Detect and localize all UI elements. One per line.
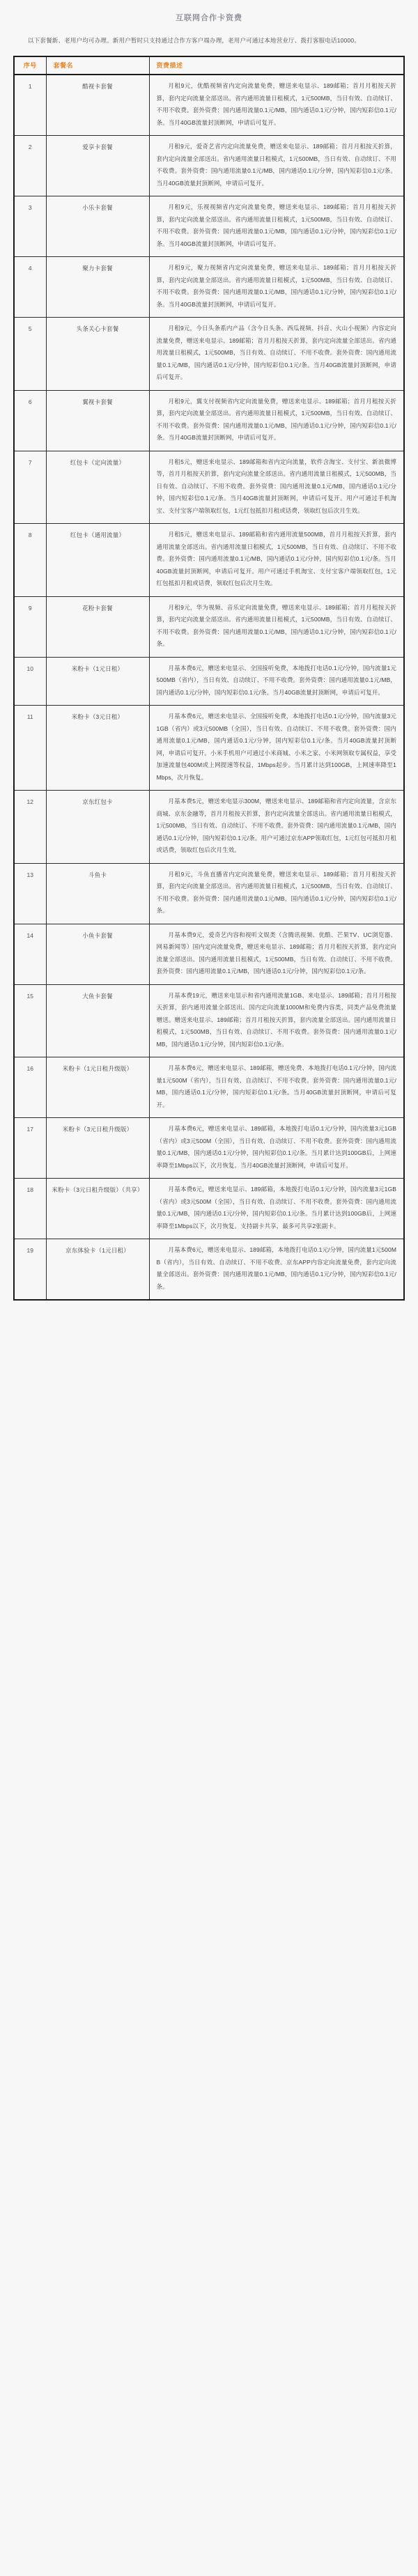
package-description-cell: 月租5元，赠送来电显示、189邮箱和省内定向流量，软件含淘宝、支付宝、新浪微博等，首月月租按天折算，套内定向流量全部送出。省内通用流量日租模式，1元500MB，当日有效、自动续订、不用不收费。套外资费：国内通用流量0.1元/MB，国内通话0.1元/分钟，国内短彩信0.1元/条。当月40GB流量封顶断网，申请后可复开。用户可通过手机淘宝、支付宝客户端领取红包，1元红包抵扣月租或话费，领取红包后次月生效。 [149,451,404,524]
column-header-no: 序号 [14,56,46,75]
package-name-cell: 红包卡（通用流量） [46,524,149,597]
package-description-cell: 月租9元，优酷视频省内定向流量免费，赠送来电显示、189邮箱；首月月租按天折算，套内定向流量全部送出。省内通用流量日租模式，1元500MB，当日有效、自动续订、不用不收费。套外资费：国内通用流量0.1元/MB，国内通话0.1元/分钟，国内短彩信0.1元/条。当月40GB流量封顶断网，申请后可复开。 [149,75,404,136]
package-description-cell: 月基本费6元，赠送来电显示、189邮箱，本地拨打电话0.1元/分钟，国内流量3元1GB（省内）或3元500M（全国），当日有效、自动续订、不用不收费。套外资费：国内通用流量0.1元/MB，国内通话0.1元/分钟，国内短彩信0.1元/条。当月累计达到100GB后，上网速率降至1Mbps以下，次月恢复。当月40GB流量封顶断网，申请后可复开。 [149,1118,404,1179]
package-name-cell: 翼视卡套餐 [46,390,149,451]
package-description-cell: 月租9元，斗鱼直播省内定向流量免费，赠送来电显示、189邮箱；首月月租按天折算，套内定向流量全部送出。省内通用流量日租模式，1元500MB，当日有效、自动续订、不用不收费。套外资费：国内通用流量0.1元/MB，国内通话0.1元/分钟，国内短彩信0.1元/条。 [149,863,404,924]
package-name-cell: 米粉卡（3元日租升级版）（共享） [46,1179,149,1239]
column-header-desc: 资费描述 [149,56,404,75]
package-description-cell: 月基本费6元，赠送来电显示、189邮箱，赠送免费、本地拨打电话0.1元/分钟，国内流量1元500M（省内），当日有效、自动续订、不用不收费。套外资费：国内通用流量0.1元/MB，国内通话0.1元/分钟，国内短彩信0.1元/条。当月40GB流量封顶断网，申请后可复开。 [149,1057,404,1118]
package-name-cell: 大鱼卡套餐 [46,984,149,1057]
row-index-cell: 4 [14,257,46,318]
row-index-cell: 10 [14,657,46,706]
table-row [14,657,404,706]
package-name-cell: 红包卡（定向流量） [46,451,149,524]
package-description-cell: 月基本费5元，赠送来电显示300M，赠送来电显示、189邮箱和省内定向流量，含京东商城、京东金融等，首月月租按天折算，套内定向流量全部送出。省内通用流量日租模式，1元500MB，当日有效、自动续订、不用不收费。套外资费：国内通用流量0.1元/MB，国内通话0.1元/分钟，国内短彩信0.1元/条。用户可通过京东APP领取红包，1元红包可抵扣月租或话费，领取红包后次月生效。 [149,791,404,864]
row-index-cell: 5 [14,318,46,391]
row-index-cell: 11 [14,706,46,791]
package-description-cell: 月基本费19元，赠送来电显示和省内通用流量1GB、来电显示、189邮箱；首月月租按天折算，套内通用流量全部送出。国内定向流量1000M和免费内容类，同类产品免费流量赠送。赠送来电显示、189邮箱；首月月租按天折算，套内流量全部送出。国内通用流量日租模式，1元500MB，当日有效、自动续订、不用不收费。套外资费：国内通用流量0.1元/MB，国内通话0.1元/分钟，国内短彩信0.1元/条。 [149,984,404,1057]
row-index-cell: 12 [14,791,46,864]
table-header-row [14,56,404,75]
table-row [14,706,404,791]
package-name-cell: 花粉卡套餐 [46,596,149,657]
row-index-cell: 2 [14,136,46,196]
table-row [14,1057,404,1118]
package-description-cell: 月基本费9元，爱奇艺内容和视听文娱类（含腾讯视频、优酷、芒果TV、UC浏览器、网易新闻等）国内定向流量免费，赠送来电显示、189邮箱；首月月租按天折算，套内定向流量全部送出。国内通用流量日租模式，1元500MB，当日有效、自动续订、不用不收费。套外资费：国内通用流量0.1元/MB，国内通话0.1元/分钟，国内短彩信0.1元/条。 [149,924,404,984]
table-row [14,451,404,524]
package-name-cell: 聚力卡套餐 [46,257,149,318]
package-description-cell: 月基本费6元，赠送来电显示、189邮箱，本地拨打电话0.1元/分钟，国内流量3元1GB（省内）或3元500M（全国），当日有效、自动续订、不用不收费。套外资费：国内通用流量0.1元/MB，国内通话0.1元/分钟，国内短彩信0.1元/条。当月累计达到100GB后，上网速率降至1Mbps以下，次月恢复。支持副卡共享，最多可共享2张副卡。 [149,1179,404,1239]
table-row [14,136,404,196]
table-row [14,1239,404,1301]
table-row [14,596,404,657]
package-name-cell: 爱享卡套餐 [46,136,149,196]
page-title: 互联网合作卡资费 [176,14,242,22]
table-row [14,524,404,597]
package-description-cell: 月租5元，赠送来电显示、189邮箱和省内通用流量500MB，首月月租按天折算，套内通用流量全部送出。省内通用流量日租模式，1元500MB，当日有效、自动续订、不用不收费。套外资费：国内通用流量0.1元/MB，国内通话0.1元/分钟，国内短彩信0.1元/条。当月40GB流量封顶断网，申请后可复开。用户可通过手机淘宝、支付宝客户端领取红包，1元红包抵扣月租或话费，领取红包后次月生效。 [149,524,404,597]
table-row [14,791,404,864]
row-index-cell: 17 [14,1118,46,1179]
row-index-cell: 7 [14,451,46,524]
row-index-cell: 8 [14,524,46,597]
table-row [14,984,404,1057]
row-index-cell: 15 [14,984,46,1057]
package-name-cell: 米粉卡（1元日租） [46,657,149,706]
row-index-cell: 3 [14,196,46,257]
package-name-cell: 米粉卡（3元日租） [46,706,149,791]
package-name-cell: 京东红包卡 [46,791,149,864]
package-name-cell: 京东体验卡（1元日租） [46,1239,149,1301]
package-description-cell: 月租9元，乐视视频省内定向流量免费，赠送来电显示、189邮箱；首月月租按天折算，套内定向流量全部送出。省内通用流量日租模式，1元500MB，当日有效、自动续订、不用不收费。套外资费：国内通用流量0.1元/MB，国内通话0.1元/分钟，国内短彩信0.1元/条。当月40GB流量封顶断网，申请后可复开。 [149,196,404,257]
table-row [14,257,404,318]
row-index-cell: 1 [14,75,46,136]
tariff-table [13,56,405,1301]
row-index-cell: 9 [14,596,46,657]
package-description-cell: 月基本费6元，赠送来电显示、全国接听免费，本地拨打电话0.1元/分钟，国内流量1元500MB（省内），当日有效、自动续订、不用不收费。套外资费：国内通用流量0.1元/MB，国内通话0.1元/分钟，国内短彩信0.1元/条。当月40GB流量封顶断网，申请后可复开。 [149,657,404,706]
row-index-cell: 6 [14,390,46,451]
table-row [14,863,404,924]
package-name-cell: 米粉卡（1元日租升级版） [46,1057,149,1118]
row-index-cell: 13 [14,863,46,924]
row-index-cell: 19 [14,1239,46,1301]
package-name-cell: 小鱼卡套餐 [46,924,149,984]
package-name-cell: 米粉卡（3元日租升级版） [46,1118,149,1179]
package-description-cell: 月租9元，华为视频、音乐定向流量免费，赠送来电显示、189邮箱；首月月租按天折算，套内定向流量全部送出。省内通用流量日租模式，1元500MB，当日有效、自动续订、不用不收费。套外资费：国内通用流量0.1元/MB，国内通话0.1元/分钟，国内短彩信0.1元/条。 [149,596,404,657]
intro-paragraph: 以下套餐新、老用户均可办理。新用户暂时只支持通过合作方客户端办理，老用户可通过本地营业厅、拨打客服电话10000。 [28,37,361,44]
table-body [14,75,404,1300]
column-header-name: 套餐名 [46,56,149,75]
package-name-cell: 小乐卡套餐 [46,196,149,257]
package-description-cell: 月租9元，聚力视频省内定向流量免费，赠送来电显示、189邮箱；首月月租按天折算，套内定向流量全部送出。省内通用流量日租模式，1元500MB，当日有效、自动续订、不用不收费。套外资费：国内通用流量0.1元/MB，国内通话0.1元/分钟，国内短彩信0.1元/条。当月40GB流量封顶断网，申请后可复开。 [149,257,404,318]
package-description-cell: 月租9元，今日头条系内产品（含今日头条、西瓜视频、抖音、火山小视频）内容定向流量免费，赠送来电显示、189邮箱；首月月租按天折算，套内定向流量全部送出。省内通用流量日租模式，1元500MB，当日有效、自动续订、不用不收费。套外资费：国内通用流量0.1元/MB，国内通话0.1元/分钟，国内短彩信0.1元/条。当月40GB流量封顶断网，申请后可复开。 [149,318,404,391]
package-name-cell: 头条关心卡套餐 [46,318,149,391]
row-index-cell: 16 [14,1057,46,1118]
table-row [14,390,404,451]
table-row [14,1118,404,1179]
row-index-cell: 14 [14,924,46,984]
table-header [14,56,404,75]
package-name-cell: 斗鱼卡 [46,863,149,924]
package-name-cell: 酷视卡套餐 [46,75,149,136]
package-description-cell: 月基本费6元，赠送来电显示、全国接听免费，本地拨打电话0.1元/分钟，国内流量3元1GB（省内）或3元500MB（全国），当日有效、自动续订、不用不收费。套外资费：国内通用流量0.1元/MB，国内通话0.1元/分钟，国内短彩信0.1元/条。当月40GB流量封顶断网，申请后可复开。小米手机用户可通过小米商城、小米之家、小米网领取专属权益，享受加速流量包400M或上网提速等权益，1Mbps起步。当月累计达到100GB，上网速率降至1Mbps，次月恢复。 [149,706,404,791]
package-description-cell: 月基本费6元，赠送来电显示、189邮箱，本地拨打电话0.1元/分钟，国内流量1元500MB（省内），当日有效、自动续订、不用不收费。京东APP内容定向流量免费，套内定向流量全部送出。套外资费：国内通用流量0.1元/MB，国内通话0.1元/分钟，国内短彩信0.1元/条。 [149,1239,404,1301]
package-description-cell: 月租9元，爱奇艺省内定向流量免费，赠送来电显示、189邮箱；首月月租按天折算，套内定向流量全部送出。省内通用流量日租模式，1元500MB，当日有效、自动续订、不用不收费。套外资费：国内通用流量0.1元/MB，国内通话0.1元/分钟，国内短彩信0.1元/条。当月40GB流量封顶断网，申请后可复开。 [149,136,404,196]
table-row [14,924,404,984]
table-row [14,75,404,136]
row-index-cell: 18 [14,1179,46,1239]
package-description-cell: 月租9元，翼支付视频省内定向流量免费，赠送来电显示、189邮箱；首月月租按天折算，套内定向流量全部送出。省内通用流量日租模式，1元500MB，当日有效、自动续订、不用不收费。套外资费：国内通用流量0.1元/MB，国内通话0.1元/分钟，国内短彩信0.1元/条。当月40GB流量封顶断网，申请后可复开。 [149,390,404,451]
table-row [14,1179,404,1239]
table-row [14,196,404,257]
table-row [14,318,404,391]
